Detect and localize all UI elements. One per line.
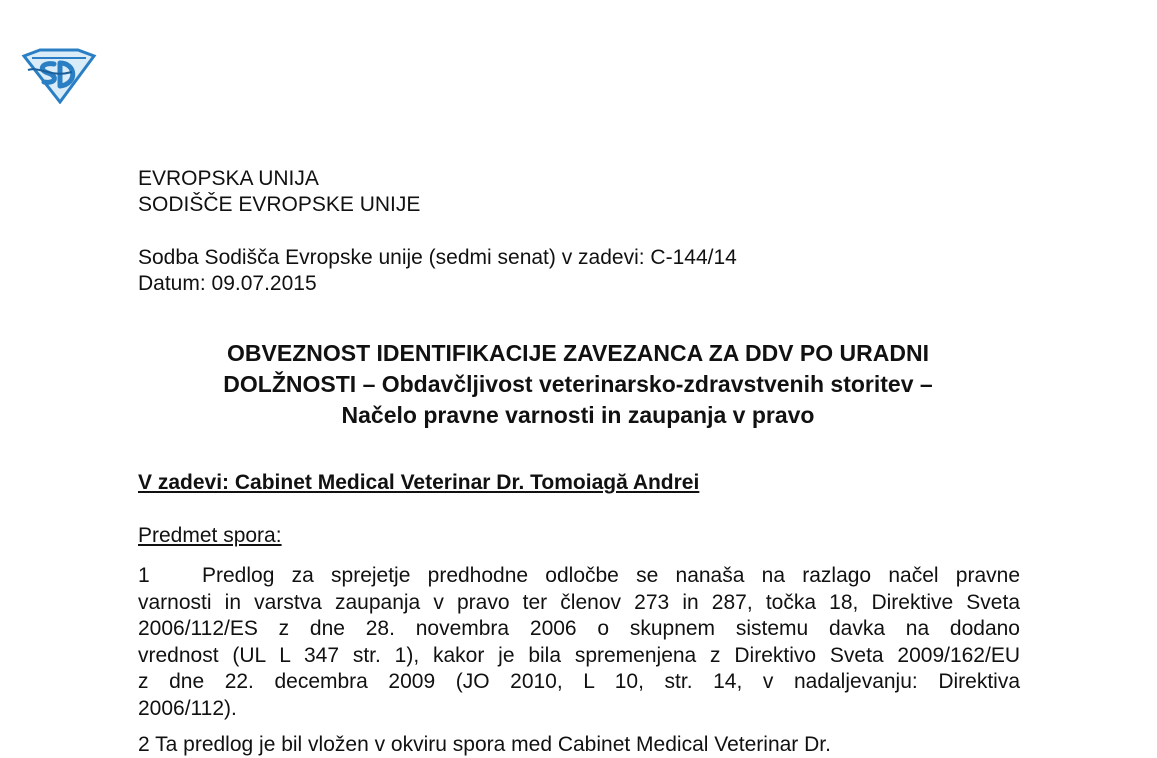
paragraph-line: z dne 22. decembra 2009 (JO 2010, L 10, str. 14, v nadaljevanju: Direktiva — [138, 670, 1020, 693]
case-date: Datum: 09.07.2015 — [138, 272, 317, 295]
institution-name: EVROPSKA UNIJA — [138, 167, 319, 190]
document-title — [138, 338, 1018, 431]
sd-shield-logo-icon — [20, 48, 98, 104]
paragraph-line: 2006/112/ES z dne 28. novembra 2006 o skupnem sistemu davka na dodano — [138, 617, 1020, 640]
paragraph-line: vrednost (UL L 347 str. 1), kakor je bila spremenjena z Direktivo Sveta 2009/162/EU — [138, 643, 1020, 667]
title-line: DOLŽNOSTI – Obdavčljivost veterinarsko-zdravstvenih storitev – — [223, 371, 933, 397]
paragraph-line: 2006/112). — [138, 696, 237, 720]
case-reference: Sodba Sodišča Evropske unije (sedmi senat) v zadevi: C-144/14 — [138, 246, 737, 269]
title-line: Načelo pravne varnosti in zaupanja v pravo — [341, 402, 815, 428]
court-name: SODIŠČE EVROPSKE UNIJE — [138, 193, 421, 216]
paragraph-1 — [138, 563, 1020, 722]
paragraph-line: varnosti in varstva zaupanja v pravo ter členov 273 in 287, točka 18, Direktive Sveta — [138, 590, 1020, 614]
paragraph-number: 1 — [138, 564, 150, 587]
subject-heading: Predmet spora: — [138, 524, 282, 547]
paragraph-line: 1 Predlog za sprejetje predhodne odločbe se nanaša na razlago načel pravne — [138, 563, 1020, 590]
title-line: OBVEZNOST IDENTIFIKACIJE ZAVEZANCA ZA DDV PO URADNI — [227, 340, 929, 366]
matter-heading: V zadevi: Cabinet Medical Veterinar Dr. Tomoiagă Andrei — [138, 471, 700, 494]
paragraph-2-partial: 2 Ta predlog je bil vložen v okviru spora med Cabinet Medical Veterinar Dr. — [138, 733, 831, 756]
